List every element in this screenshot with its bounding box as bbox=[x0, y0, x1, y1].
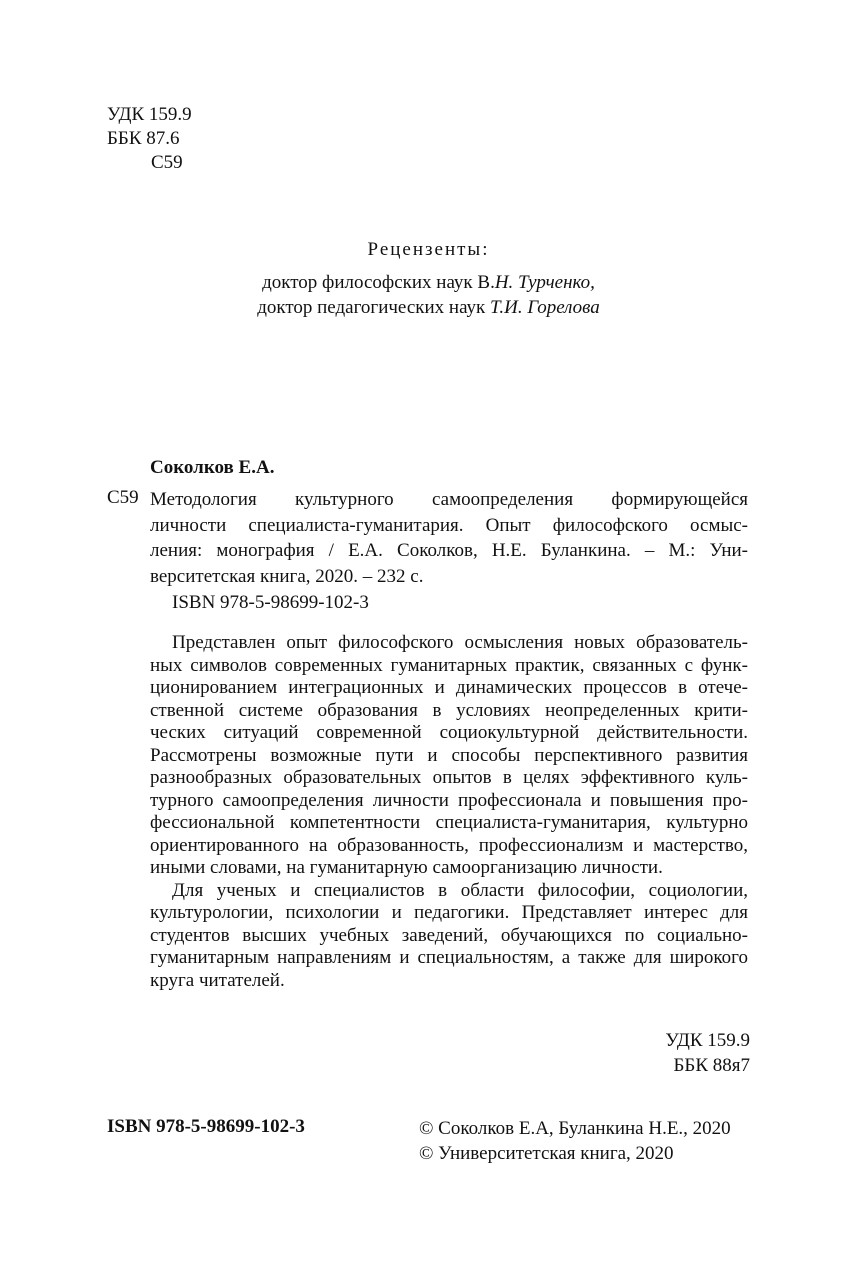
annotation-line: культурологии, психологии и педагогики. Представляет интерес для bbox=[150, 902, 748, 923]
reviewer-line bbox=[0, 295, 857, 320]
annotation-line: ственной системе образования в условиях неопределенных крити- bbox=[150, 699, 748, 721]
annotation-line: фессиональной компетентности специалиста-гуманитария, культурно bbox=[150, 812, 748, 833]
annotation-line: турного самоопределения личности профессионала и повышения про- bbox=[150, 789, 748, 811]
annotation-line: ных символов современных гуманитарных практик, связанных с функ- bbox=[150, 654, 748, 676]
bottom-classification-codes bbox=[665, 1028, 750, 1078]
author-name: Соколков Е.А. bbox=[150, 457, 275, 478]
bibliographic-description bbox=[150, 487, 748, 589]
annotation-line: круга читателей. bbox=[150, 969, 285, 991]
cutter-code: С59 bbox=[151, 152, 183, 173]
annotation-line: Для ученых и специалистов в области философии, социологии, bbox=[172, 879, 748, 901]
copyright-block bbox=[419, 1116, 731, 1166]
reviewers-heading: Рецензенты: bbox=[367, 239, 490, 260]
copyright-line: © Соколков Е.А, Буланкина Н.Е., 2020 bbox=[419, 1118, 731, 1139]
annotation-line: Представлен опыт философского осмысления новых образователь- bbox=[172, 632, 748, 653]
reviewers-block bbox=[0, 236, 857, 320]
isbn-bold: ISBN 978-5-98699-102-3 bbox=[107, 1116, 305, 1137]
annotation-line: гуманитарным направлениям и специальностям, а также для широкого bbox=[150, 947, 748, 968]
annotation-line: ориентированного на образованность, профессионализм и мастерство, bbox=[150, 834, 748, 856]
annotation-line: иными словами, на гуманитарную самоорганизацию личности. bbox=[150, 857, 663, 878]
cutter-mark: С59 bbox=[107, 487, 139, 508]
bibliographic-line: ления: монография / Е.А. Соколков, Н.Е. Буланкина. – М.: Уни- bbox=[150, 540, 748, 561]
reviewer-title: доктор педагогических наук bbox=[257, 297, 491, 318]
annotation-line: Рассмотрены возможные пути и способы перспективного развития bbox=[150, 744, 748, 766]
bibliographic-line: Методология культурного самоопределения формирующейся bbox=[150, 489, 748, 510]
classification-codes bbox=[107, 103, 192, 175]
bibliographic-line: личности специалиста-гуманитария. Опыт философского осмыс- bbox=[150, 514, 748, 536]
udk-code: УДК 159.9 bbox=[665, 1030, 750, 1051]
bibliographic-line: верситетская книга, 2020. – 232 с. bbox=[150, 565, 424, 587]
bbk-code: ББК 87.6 bbox=[107, 128, 180, 149]
annotation-line: ческих ситуаций современной социокультурной действительности. bbox=[150, 722, 748, 743]
isbn-line: ISBN 978-5-98699-102-3 bbox=[172, 592, 369, 613]
annotation bbox=[150, 632, 748, 992]
reviewer-line bbox=[0, 270, 857, 295]
annotation-line: ционированием интеграционных и динамических процессов в отече- bbox=[150, 677, 748, 698]
annotation-line: разнообразных образовательных опытов в целях эффективного куль- bbox=[150, 767, 748, 788]
udk-code: УДК 159.9 bbox=[107, 104, 192, 125]
reviewer-name: Н. Турченко, bbox=[494, 272, 595, 293]
reviewer-title: доктор философских наук В. bbox=[262, 272, 495, 293]
reviewer-name: Т.И. Горелова bbox=[490, 297, 600, 318]
annotation-line: студентов высших учебных заведений, обучающихся по социально- bbox=[150, 924, 748, 946]
copyright-line: © Университетская книга, 2020 bbox=[419, 1143, 674, 1164]
bbk-code: ББК 88я7 bbox=[673, 1055, 750, 1076]
